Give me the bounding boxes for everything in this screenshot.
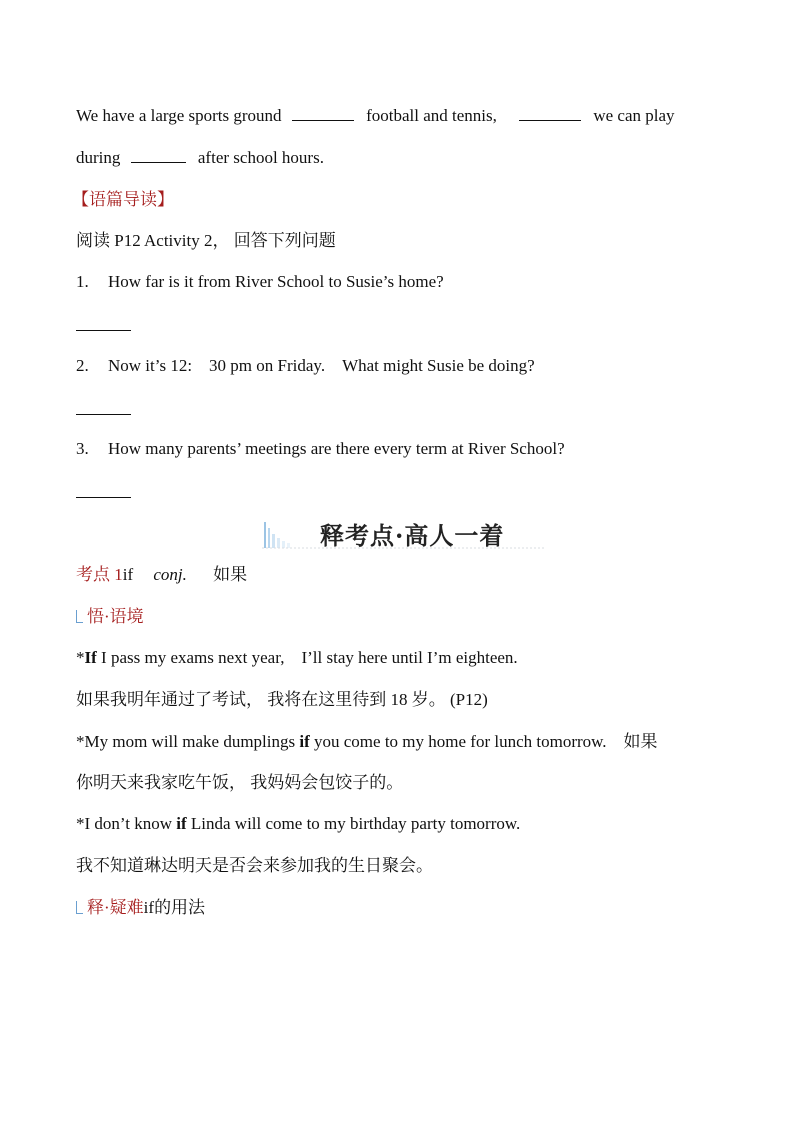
example-text: * (76, 648, 85, 667)
blank-1[interactable] (292, 106, 354, 121)
blank-3[interactable] (131, 148, 186, 163)
example-3 (76, 813, 520, 835)
banner-title: 释考点·高人一着 (320, 521, 505, 550)
test-point-line (76, 564, 247, 586)
keyword-if: if (299, 732, 310, 751)
question-number: 3. (76, 439, 89, 458)
context-label: 悟·语境 (87, 607, 144, 626)
tag-icon (76, 610, 83, 623)
answer-line-1[interactable] (76, 330, 131, 331)
doubt-suffix: 的用法 (154, 898, 206, 917)
section-banner (262, 514, 544, 550)
question-text: How far is it from River School to Susie’s home? (108, 272, 444, 291)
question-text: How many parents’ meetings are there every term at River School? (108, 439, 565, 458)
guide-heading: 【语篇导读】 (72, 190, 174, 209)
example-2-translation: 你明天来我家吃午饭， 我妈妈会包饺子的。 (76, 773, 404, 792)
doubt-word: if (143, 898, 155, 917)
example-text: *My mom will make dumplings (76, 732, 300, 751)
example-2 (76, 731, 658, 753)
test-point-meaning: 如果 (213, 565, 248, 584)
intro-part3: we can play (593, 106, 675, 125)
question-3 (76, 438, 565, 460)
example-3-translation: 我不知道琳达明天是否会来参加我的生日聚会。 (76, 856, 433, 875)
example-text: I pass my exams next year, I’ll stay here until I’m eighteen. (96, 648, 518, 667)
intro-line-1 (76, 105, 675, 127)
answer-line-3[interactable] (76, 497, 131, 498)
question-number: 1. (76, 272, 89, 291)
answer-line-2[interactable] (76, 414, 131, 415)
part-of-speech: conj. (153, 565, 187, 584)
example-text: you come to my home for lunch tomorrow. 如果 (309, 732, 658, 751)
intro-part2: football and tennis, (366, 106, 497, 125)
intro-line-2 (76, 147, 324, 169)
keyword-if: If (84, 648, 97, 667)
doubt-label: 释·疑难 (87, 898, 144, 917)
question-2 (76, 355, 535, 377)
test-point-label: 考点 1 (76, 565, 123, 584)
intro-part5: after school hours. (197, 148, 324, 167)
context-heading (76, 606, 144, 628)
intro-part1: We have a large sports ground (76, 106, 282, 125)
question-number: 2. (76, 356, 89, 375)
example-text: Linda will come to my birthday party tomorrow. (186, 814, 521, 833)
example-text: *I don’t know (76, 814, 177, 833)
tag-icon (76, 901, 83, 914)
example-1-translation: 如果我明年通过了考试， 我将在这里待到 18 岁。 (P12) (76, 690, 488, 709)
doubt-heading (76, 897, 205, 919)
test-point-word: if (122, 565, 134, 584)
reading-instruction: 阅读 P12 Activity 2， 回答下列问题 (76, 231, 336, 250)
question-text: Now it’s 12: 30 pm on Friday. What might Susie be doing? (108, 356, 535, 375)
example-1 (76, 647, 518, 669)
question-1 (76, 271, 444, 293)
blank-2[interactable] (519, 106, 581, 121)
intro-part4: during (76, 148, 121, 167)
keyword-if: if (176, 814, 187, 833)
